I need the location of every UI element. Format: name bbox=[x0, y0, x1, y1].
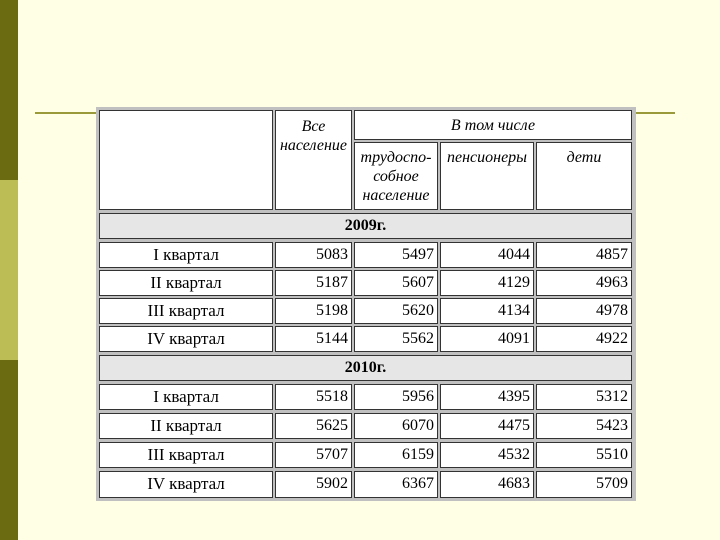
slide-side-bar-middle bbox=[0, 180, 18, 360]
row-label: III квартал bbox=[99, 442, 273, 468]
cell-working: 5620 bbox=[354, 298, 438, 324]
cell-all: 5198 bbox=[275, 298, 352, 324]
cell-working: 5562 bbox=[354, 326, 438, 352]
row-label: IV квартал bbox=[99, 471, 273, 498]
cell-children: 4978 bbox=[536, 298, 632, 324]
cell-working: 5497 bbox=[354, 242, 438, 268]
cell-pensioners: 4091 bbox=[440, 326, 534, 352]
cell-all: 5518 bbox=[275, 384, 352, 410]
cell-pensioners: 4532 bbox=[440, 442, 534, 468]
cell-working: 6367 bbox=[354, 471, 438, 498]
cell-all: 5083 bbox=[275, 242, 352, 268]
header-children: дети bbox=[536, 142, 632, 210]
row-label: I квартал bbox=[99, 242, 273, 268]
cell-children: 5510 bbox=[536, 442, 632, 468]
row-label: II квартал bbox=[99, 270, 273, 296]
cell-pensioners: 4134 bbox=[440, 298, 534, 324]
cell-children: 4963 bbox=[536, 270, 632, 296]
cell-children: 5312 bbox=[536, 384, 632, 410]
cell-all: 5187 bbox=[275, 270, 352, 296]
row-label: III квартал bbox=[99, 298, 273, 324]
cell-all: 5625 bbox=[275, 413, 352, 439]
row-label: II квартал bbox=[99, 413, 273, 439]
section-year-2010: 2010г. bbox=[99, 355, 632, 381]
cell-working: 6070 bbox=[354, 413, 438, 439]
header-working-age: трудоспо-собное население bbox=[354, 142, 438, 210]
section-year-2009: 2009г. bbox=[99, 213, 632, 239]
row-label: I квартал bbox=[99, 384, 273, 410]
cell-working: 5607 bbox=[354, 270, 438, 296]
subsistence-minimum-table bbox=[96, 107, 636, 501]
cell-pensioners: 4044 bbox=[440, 242, 534, 268]
slide-side-bar-bottom bbox=[0, 360, 18, 540]
cell-pensioners: 4475 bbox=[440, 413, 534, 439]
header-pensioners: пенсионеры bbox=[440, 142, 534, 210]
header-all-population: Все население bbox=[275, 110, 352, 210]
header-corner-cell bbox=[99, 110, 273, 210]
header-including: В том числе bbox=[354, 110, 632, 140]
cell-all: 5902 bbox=[275, 471, 352, 498]
cell-children: 5423 bbox=[536, 413, 632, 439]
cell-all: 5144 bbox=[275, 326, 352, 352]
cell-working: 6159 bbox=[354, 442, 438, 468]
cell-all: 5707 bbox=[275, 442, 352, 468]
cell-children: 4922 bbox=[536, 326, 632, 352]
cell-children: 5709 bbox=[536, 471, 632, 498]
cell-pensioners: 4395 bbox=[440, 384, 534, 410]
cell-pensioners: 4683 bbox=[440, 471, 534, 498]
cell-children: 4857 bbox=[536, 242, 632, 268]
slide-side-bar-top bbox=[0, 0, 18, 180]
row-label: IV квартал bbox=[99, 326, 273, 352]
cell-pensioners: 4129 bbox=[440, 270, 534, 296]
cell-working: 5956 bbox=[354, 384, 438, 410]
